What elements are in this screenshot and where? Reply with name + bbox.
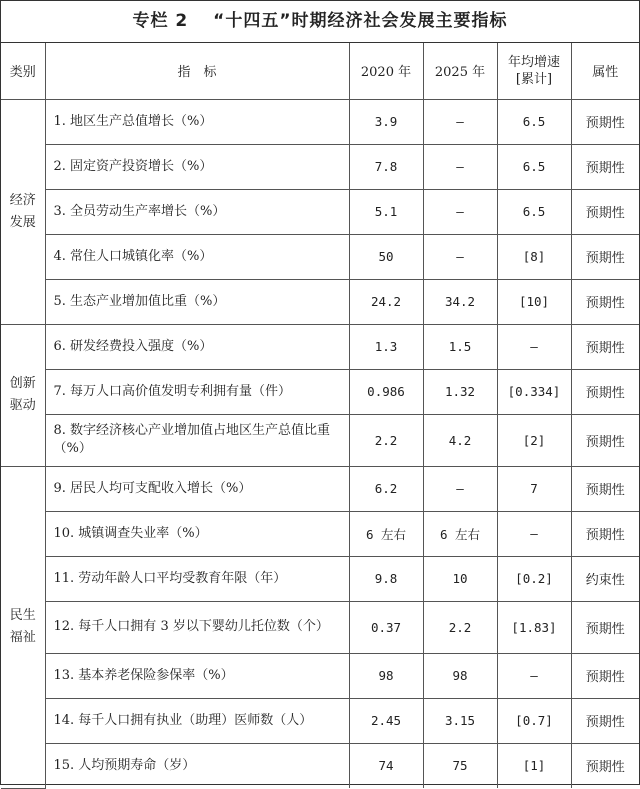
attribute-cell: 预期性 xyxy=(571,698,639,743)
table-row xyxy=(1,369,639,414)
value-2025-cell: 1.32 xyxy=(423,369,497,414)
annual-growth-cell: — xyxy=(497,511,571,556)
value-2020-cell: 1.3 xyxy=(349,324,423,369)
header-annual-growth: 年均增速 [累计] xyxy=(497,43,571,99)
indicator-cell: 4. 常住人口城镇化率（%） xyxy=(45,234,349,279)
annual-growth-cell: — xyxy=(497,324,571,369)
annual-growth-cell: [0.2] xyxy=(497,556,571,601)
indicator-cell: 15. 人均预期寿命（岁） xyxy=(45,743,349,788)
annual-growth-cell: 6.5 xyxy=(497,99,571,144)
indicator-cell: 13. 基本养老保险参保率（%） xyxy=(45,653,349,698)
table-row xyxy=(1,743,639,788)
table-body xyxy=(1,99,639,788)
value-2020-cell: 24.2 xyxy=(349,279,423,324)
attribute-cell: 预期性 xyxy=(571,369,639,414)
table-row xyxy=(1,601,639,653)
attribute-cell: 预期性 xyxy=(571,466,639,511)
value-2025-cell: 10 xyxy=(423,556,497,601)
annual-growth-cell: 7 xyxy=(497,466,571,511)
indicator-cell: 14. 每千人口拥有执业（助理）医师数（人） xyxy=(45,698,349,743)
attribute-cell: 约束性 xyxy=(571,556,639,601)
header-2020: 2020 年 xyxy=(349,43,423,99)
value-2025-cell: — xyxy=(423,99,497,144)
header-2025: 2025 年 xyxy=(423,43,497,99)
indicator-cell: 7. 每万人口高价值发明专利拥有量（件） xyxy=(45,369,349,414)
value-2025-cell: 98 xyxy=(423,653,497,698)
annual-growth-cell: [1] xyxy=(497,743,571,788)
header-attribute: 属性 xyxy=(571,43,639,99)
attribute-cell: 预期性 xyxy=(571,743,639,788)
value-2025-cell: 2.2 xyxy=(423,601,497,653)
annual-growth-cell: [8] xyxy=(497,234,571,279)
indicator-cell: 3. 全员劳动生产率增长（%） xyxy=(45,189,349,234)
annual-growth-cell: [1.83] xyxy=(497,601,571,653)
indicator-cell: 9. 居民人均可支配收入增长（%） xyxy=(45,466,349,511)
annual-growth-cell: — xyxy=(497,653,571,698)
value-2025-cell: 75 xyxy=(423,743,497,788)
table-row xyxy=(1,144,639,189)
value-2020-cell: 9.8 xyxy=(349,556,423,601)
value-2020-cell: 2.2 xyxy=(349,414,423,466)
attribute-cell: 预期性 xyxy=(571,279,639,324)
value-2025-cell: 3.15 xyxy=(423,698,497,743)
annual-growth-cell: 6.5 xyxy=(497,144,571,189)
annual-growth-cell: [0.7] xyxy=(497,698,571,743)
value-2020-cell: 74 xyxy=(349,743,423,788)
attribute-cell: 预期性 xyxy=(571,144,639,189)
annual-growth-cell: [10] xyxy=(497,279,571,324)
value-2025-cell: — xyxy=(423,466,497,511)
annual-growth-cell: [2] xyxy=(497,414,571,466)
attribute-cell: 预期性 xyxy=(571,511,639,556)
value-2020-cell: 2.45 xyxy=(349,698,423,743)
value-2020-cell: 6 左右 xyxy=(349,511,423,556)
value-2025-cell: — xyxy=(423,189,497,234)
indicator-cell: 2. 固定资产投资增长（%） xyxy=(45,144,349,189)
value-2020-cell: 0.986 xyxy=(349,369,423,414)
category-cell: 经济 发展 xyxy=(1,99,45,324)
indicator-cell: 6. 研发经费投入强度（%） xyxy=(45,324,349,369)
annual-growth-cell: [0.334] xyxy=(497,369,571,414)
value-2020-cell: 5.1 xyxy=(349,189,423,234)
table-row xyxy=(1,556,639,601)
table-row xyxy=(1,466,639,511)
value-2025-cell: — xyxy=(423,234,497,279)
table-row xyxy=(1,189,639,234)
value-2025-cell: 1.5 xyxy=(423,324,497,369)
table-row xyxy=(1,511,639,556)
attribute-cell: 预期性 xyxy=(571,653,639,698)
indicator-cell: 10. 城镇调查失业率（%） xyxy=(45,511,349,556)
value-2025-cell: 4.2 xyxy=(423,414,497,466)
indicator-cell: 12. 每千人口拥有 3 岁以下婴幼儿托位数（个） xyxy=(45,601,349,653)
value-2020-cell: 0.37 xyxy=(349,601,423,653)
table-row xyxy=(1,414,639,466)
table-row xyxy=(1,99,639,144)
table-title: 专栏 2 “十四五”时期经济社会发展主要指标 xyxy=(1,1,639,43)
value-2020-cell: 6.2 xyxy=(349,466,423,511)
attribute-cell: 预期性 xyxy=(571,99,639,144)
header-indicator: 指 标 xyxy=(45,43,349,99)
attribute-cell: 预期性 xyxy=(571,414,639,466)
indicator-cell: 5. 生态产业增加值比重（%） xyxy=(45,279,349,324)
indicator-table xyxy=(1,43,639,789)
table-row xyxy=(1,234,639,279)
table-row xyxy=(1,653,639,698)
value-2025-cell: — xyxy=(423,144,497,189)
attribute-cell: 预期性 xyxy=(571,234,639,279)
indicator-cell: 1. 地区生产总值增长（%） xyxy=(45,99,349,144)
value-2020-cell: 50 xyxy=(349,234,423,279)
attribute-cell: 预期性 xyxy=(571,601,639,653)
indicator-cell: 11. 劳动年龄人口平均受教育年限（年） xyxy=(45,556,349,601)
category-cell: 民生 福祉 xyxy=(1,466,45,788)
header-row xyxy=(1,43,639,99)
table-row xyxy=(1,698,639,743)
attribute-cell: 预期性 xyxy=(571,189,639,234)
category-cell: 创新 驱动 xyxy=(1,324,45,466)
attribute-cell: 预期性 xyxy=(571,324,639,369)
table-row xyxy=(1,324,639,369)
value-2025-cell: 6 左右 xyxy=(423,511,497,556)
indicator-cell: 8. 数字经济核心产业增加值占地区生产总值比重（%） xyxy=(45,414,349,466)
value-2020-cell: 3.9 xyxy=(349,99,423,144)
annual-growth-cell: 6.5 xyxy=(497,189,571,234)
table-row xyxy=(1,279,639,324)
value-2025-cell: 34.2 xyxy=(423,279,497,324)
value-2020-cell: 98 xyxy=(349,653,423,698)
value-2020-cell: 7.8 xyxy=(349,144,423,189)
header-category: 类别 xyxy=(1,43,45,99)
